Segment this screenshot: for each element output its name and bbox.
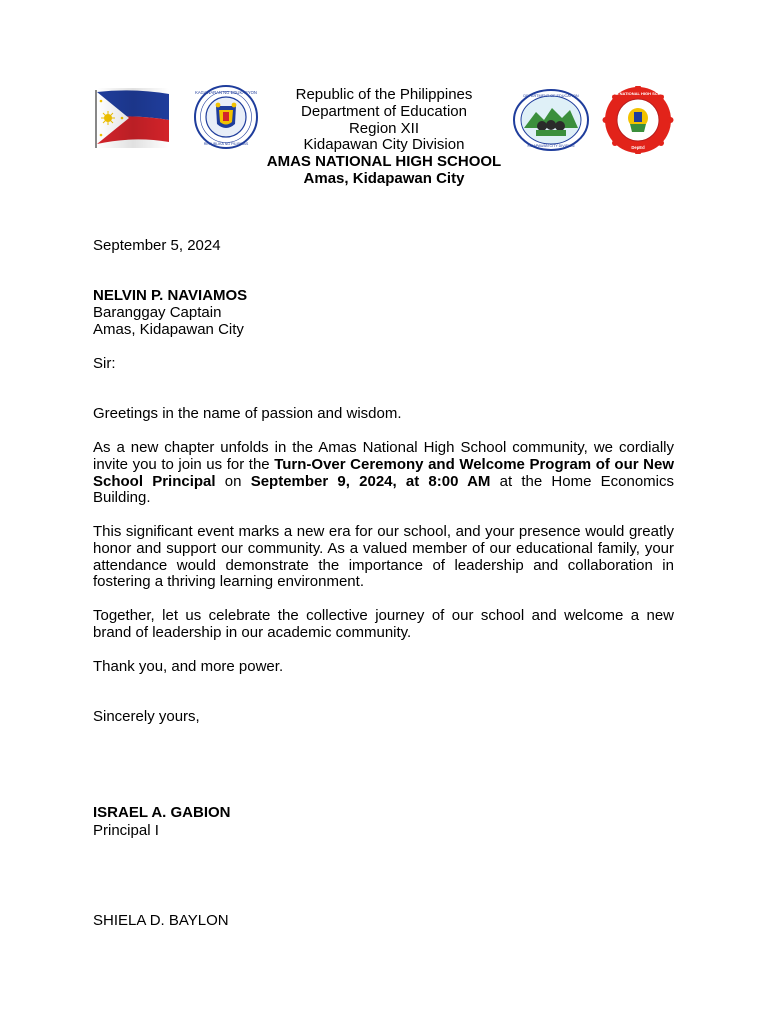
salutation: Sir: [93,355,116,372]
signatory-name: ISRAEL A. GABION [93,804,231,821]
event-datetime: September 9, 2024, at 8:00 AM [250,472,491,490]
philippine-flag-icon [95,88,169,148]
seal-deped-top-text: KAGAWARAN NG EDUKASYON [195,90,257,95]
second-signatory-name: SHIELA D. BAYLON [93,912,229,929]
letterhead [230,87,538,188]
invitation-text-e: at the Home Economics Building. [93,472,675,507]
letter-date: September 5, 2024 [93,237,221,254]
closing-line: Sincerely yours, [93,708,200,725]
letterhead-division: Kidapawan City Division [303,136,465,154]
letterhead-republic: Republic of the Philippines [295,86,473,103]
recipient-name: NELVIN P. NAVIAMOS [93,287,248,304]
seal-deped-bottom-text: REPUBLIKA NG PILIPINAS [203,142,249,146]
celebration-paragraph: Together, let us celebrate the collective journey of our school and welcome a new brand of leadership in our academic community. [93,607,674,641]
greeting: Greetings in the name of passion and wisdom. [93,405,402,422]
seal-school-top-text: AMAS NATIONAL HIGH SCHOOL [606,91,670,96]
event-name: Turn-Over Ceremony and Welcome Program of our New School Principal [93,455,674,490]
seal-division-top-text: DEPARTMENT OF EDUCATION [523,94,579,98]
amas-nhs-seal-icon [598,86,678,154]
letterhead-department: Department of Education [301,102,467,120]
invitation-paragraph [93,440,674,507]
seal-division-bottom-text: KIDAPAWAN CITY DIVISION [527,144,575,148]
letterhead-school-address: Amas, Kidapawan City [303,169,465,187]
invitation-text-a: As a new chapter unfolds in the Amas National High School community, we cordially invite you to join us for the [93,439,674,473]
signatory-title: Principal I [93,822,159,839]
letterhead-school-name: AMAS NATIONAL HIGH SCHOOL [266,153,502,171]
letterhead-region: Region XII [348,119,420,137]
kidapawan-division-seal-icon [512,88,590,152]
significance-paragraph: This significant event marks a new era for our school, and your presence would greatly honor and support our community. As a valued member of our educational family, your attendance would demonstrate the importance of leadership and collaboration in fostering a thriving learning environment. [93,523,674,591]
seal-school-bottom-text: DepEd [631,145,645,150]
recipient-title: Baranggay Captain [93,304,222,321]
invitation-text-c: on [215,472,251,490]
recipient-address: Amas, Kidapawan City [93,321,244,338]
thanks-line: Thank you, and more power. [93,658,284,675]
